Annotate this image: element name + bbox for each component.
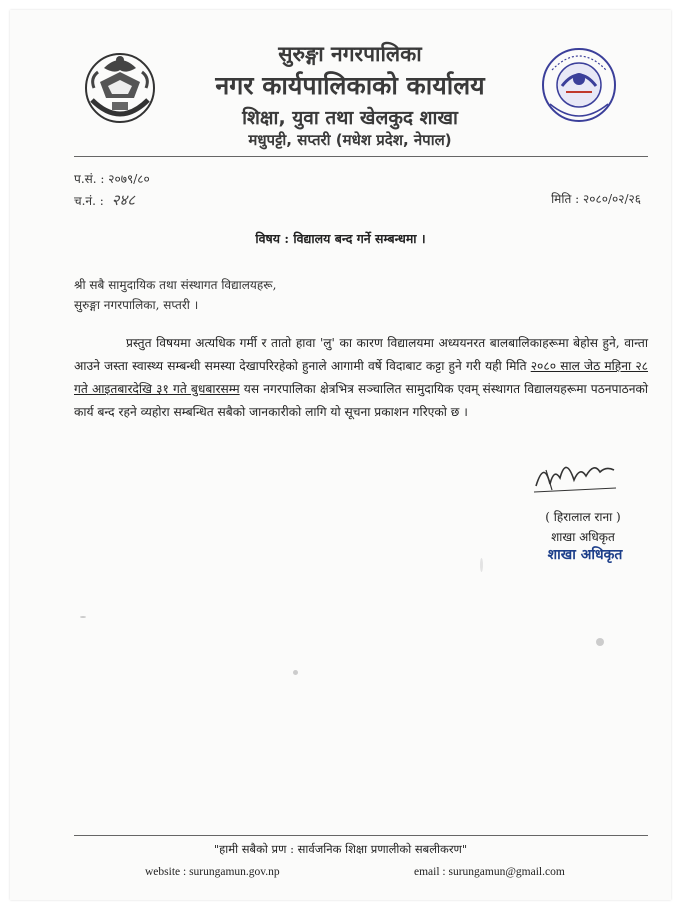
- letter-body: [74, 332, 648, 424]
- signatory-name: ( हिरालाल राना ): [545, 510, 621, 524]
- footer-email[interactable]: email : surungamun@gmail.com: [414, 866, 565, 878]
- letter-number-value: २०७९/८०: [108, 172, 150, 186]
- addressee-line-2: सुरुङ्गा नगरपालिका, सप्तरी ।: [74, 298, 199, 312]
- letter-subject: विषय : विद्यालय बन्द गर्ने सम्बन्धमा ।: [255, 231, 426, 246]
- municipality-seal-icon: [540, 46, 618, 124]
- office-address: मधुपट्टी, सप्तरी (मधेश प्रदेश, नेपाल): [248, 131, 452, 149]
- signatory-title: शाखा अधिकृत: [551, 530, 615, 544]
- dispatch-number-label: च.नं. :: [74, 194, 104, 208]
- date-value: २०८०/०२/२६: [582, 192, 641, 206]
- date-label: मिति :: [551, 192, 580, 206]
- footer-website[interactable]: website : surungamun.gov.np: [145, 866, 280, 878]
- scan-speck: [480, 558, 483, 572]
- scan-speck: [596, 638, 604, 646]
- header-divider: [74, 156, 648, 157]
- letterhead: [10, 10, 671, 150]
- body-underlined-dates: २०८० साल जेठ महिना २८ गते आइतबारदेखि ३१ गते बुधबारसम्म: [74, 359, 649, 396]
- signature-scribble-icon: [530, 450, 620, 500]
- letter-date: [551, 190, 641, 207]
- dispatch-number: [74, 190, 135, 210]
- footer-divider: [74, 835, 648, 836]
- letter-page: [10, 10, 671, 900]
- footer-motto: "हामी सबैको प्रण : सार्वजनिक शिक्षा प्रणालीको सबलीकरण": [213, 842, 468, 856]
- section-name: शिक्षा, युवा तथा खेलकुद शाखा: [242, 107, 458, 129]
- signatory-stamp: शाखा अधिकृत: [547, 547, 623, 563]
- letter-number: [74, 170, 150, 187]
- scan-speck: [80, 616, 86, 618]
- scan-speck: [293, 670, 298, 675]
- body-part-2: यस नगरपालिका क्षेत्रभित्र सञ्चालित सामुदायिक एवम् संस्थागत विद्यालयहरूमा पठनपाठनको कार्य बन्द रहने व्यहोरा सम्बन्धित सबैको जानकारीको लागि यो सूचना प्रकाशन गरिएको छ ।: [74, 382, 648, 419]
- dispatch-number-value: २४८: [111, 191, 136, 209]
- municipality-name: सुरुङ्गा नगरपालिका: [278, 42, 422, 66]
- letter-number-label: प.सं. :: [74, 172, 105, 186]
- nepal-emblem-icon: [82, 48, 158, 128]
- office-name: नगर कार्यपालिकाको कार्यालय: [215, 71, 485, 100]
- addressee-line-1: श्री सबै सामुदायिक तथा संस्थागत विद्यालयहरू,: [74, 278, 277, 292]
- body-part-1: प्रस्तुत विषयमा अत्यधिक गर्मी र तातो हावा 'लु' का कारण विद्यालयमा अध्ययनरत बालबालिकाहरूमा बेहोस हुने, वान्ता आउने जस्ता स्वास्थ्य सम्बन्धी समस्या देखापरिरहेको हुनाले आगामी वर्षे विदाबाट कट्टा हुने गरी यही मिति: [74, 336, 648, 373]
